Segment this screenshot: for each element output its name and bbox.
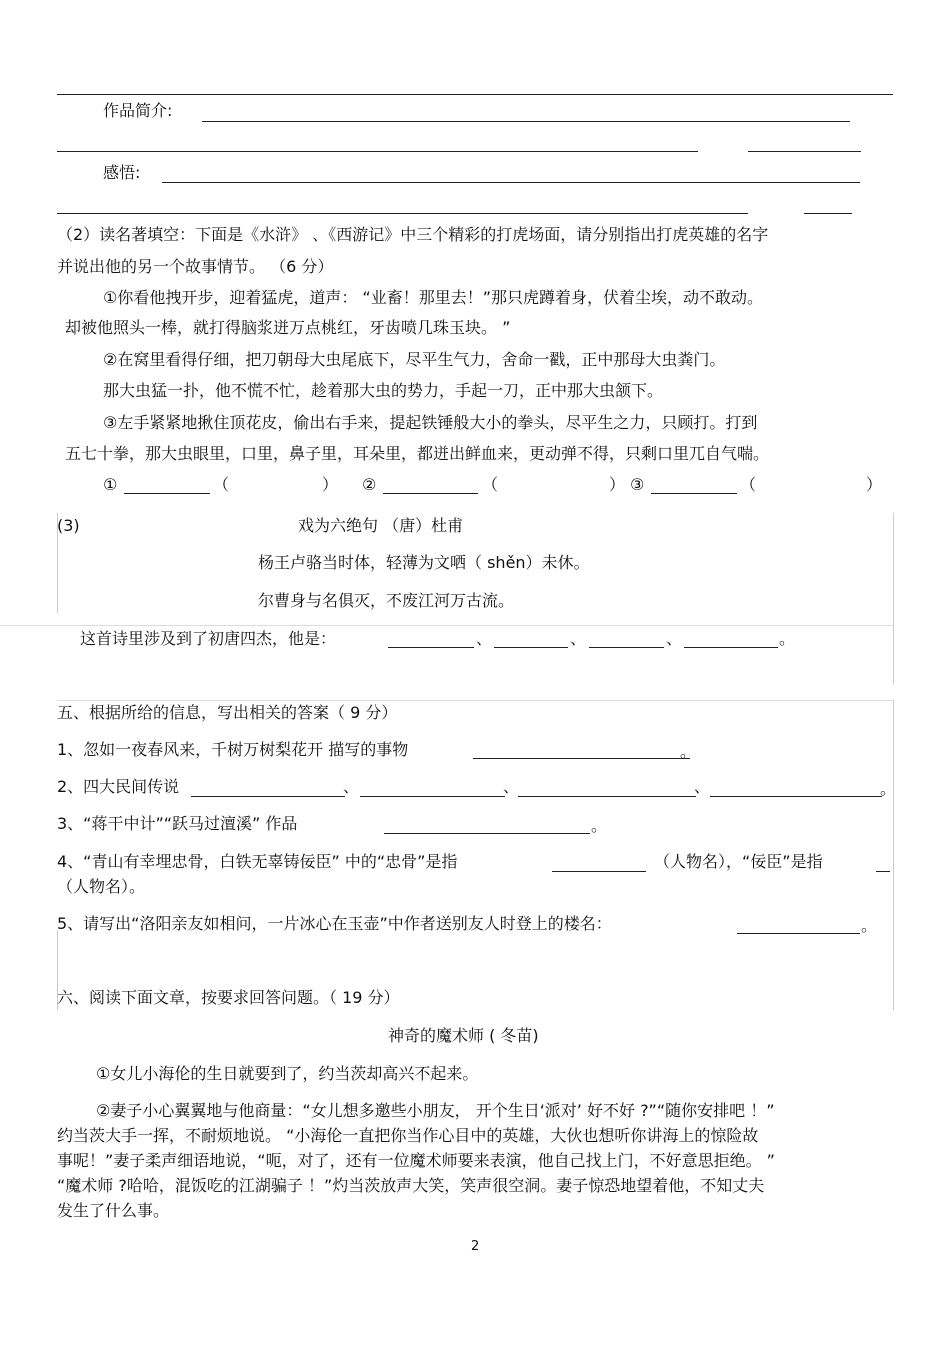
article-p2-line5: 发生了什么事。 (57, 1201, 170, 1220)
feeling-answer-line-2a[interactable] (57, 213, 748, 214)
q2-passage3-line2: 五七十拳，那大虫眼里，口里，鼻子里，耳朵里，都迸出鲜血来，更动弹不得，只剩口里兀自气喘。 (65, 444, 770, 463)
article-p2-line4: “魔术师 ?哈哈，混饭吃的江湖骗子 ！”灼当茨放声大笑，笑声很空洞。妻子惊恐地望着他，不知丈夫 (57, 1176, 765, 1195)
q3-end: 。 (779, 629, 796, 648)
s5-q2: 2、四大民间传说 (57, 777, 180, 796)
q2-passage1-line1: ①你看他拽开步，迎着猛虎，道声： “业畜！那里去！”那只虎蹲着身，伏着尘埃，动不敢动。 (103, 288, 764, 307)
s5-q1-blank[interactable] (473, 758, 690, 759)
q2-answer1-blank[interactable] (124, 493, 210, 494)
q3-sep2: 、 (570, 629, 587, 648)
feeling-label: 感悟: (103, 163, 141, 182)
q2-answer3-paren-close: ） (866, 475, 883, 494)
article-p2-line2: 约当茨大手一挥，不耐烦地说。 “小海伦一直把你当作心目中的英雄，大伙也想听你讲海上的惊险故 (57, 1126, 759, 1145)
intro-label: 作品简介: (103, 101, 173, 120)
poem-line2: 尔曹身与名俱灭，不废江河万古流。 (258, 591, 515, 610)
article-p2-line1: ②妻子小心翼翼地与他商量：“女儿想多邀些小朋友， 开个生日‘派对’ 好不好 ?”“随你安排吧 ！” (96, 1101, 775, 1120)
q3-question: 这首诗里涉及到了初唐四杰，他是： (80, 629, 337, 648)
s5-q5-blank[interactable] (737, 933, 860, 934)
feeling-answer-line-2b[interactable] (804, 213, 852, 214)
q2-answer1-paren-close: ） (322, 475, 339, 494)
q2-passage3-line1: ③左手紧紧地揪住顶花皮，偷出右手来，提起铁锤般大小的拳头，尽平生之力，只顾打。打到 (103, 413, 758, 432)
poem-box-right (893, 513, 894, 685)
q2-answer1-num: ① (103, 475, 118, 494)
q3-blank2[interactable] (494, 647, 568, 648)
s5-q5: 5、请写出“洛阳亲友如相问，一片冰心在玉壶”中作者送别友人时登上的楼名： (57, 914, 612, 933)
poem-title: 戏为六绝句 （唐）杜甫 (298, 516, 464, 535)
s5-q3-blank[interactable] (384, 833, 590, 834)
s5-q2-sep1: 、 (343, 777, 360, 796)
s5-q4-part1: 4、“青山有幸埋忠骨，白铁无辜铸佞臣” 中的“忠骨”是指 (57, 852, 458, 871)
q2-answer1-paren-open: （ (213, 475, 230, 494)
top-rule (57, 94, 893, 95)
s5-q2-sep3: 、 (694, 777, 711, 796)
s5-q3-end: 。 (591, 816, 608, 835)
s5-q3: 3、“蒋干中计”“跃马过澶溪” 作品 (57, 814, 298, 833)
q3-sep3: 、 (666, 629, 683, 648)
s5-q1-end: 。 (680, 742, 697, 761)
intro-answer-line-2a[interactable] (57, 151, 698, 152)
q2-passage2-line1: ②在窝里看得仔细，把刀朝母大虫尾底下，尽平生气力，舍命一戳，正中那母大虫粪门。 (103, 350, 726, 369)
article-p1: ①女儿小海伦的生日就要到了，约当茨却高兴不起来。 (96, 1064, 479, 1083)
q3-blank4[interactable] (684, 647, 778, 648)
poem-box-divider (0, 625, 893, 626)
q2-answer3-paren-open: （ (740, 475, 757, 494)
q2-answer2-blank[interactable] (383, 493, 478, 494)
s5-q2-blank1[interactable] (191, 796, 345, 797)
s5-q4-blank2[interactable] (876, 871, 890, 872)
s5-q5-end: 。 (861, 916, 878, 935)
q2-passage1-line2: 却被他照头一棒，就打得脑浆迸万点桃红，牙齿喷几珠玉块。 ” (65, 318, 511, 337)
section6-heading: 六、阅读下面文章，按要求回答问题。（ 19 分） (57, 988, 400, 1007)
s5-q4-part2: （人物名），“佞臣”是指 (654, 852, 823, 871)
s5-q4-line2: （人物名）。 (57, 877, 146, 896)
q3-blank3[interactable] (589, 647, 664, 648)
q2-passage2-line2: 那大虫猛一扑，他不慌不忙，趁着那大虫的势力，手起一刀，正中那大虫颔下。 (103, 381, 664, 400)
q3-sep1: 、 (476, 629, 493, 648)
article-p2-line3: 事呢！”妻子柔声细语地说，“呃，对了，还有一位魔术师要来表演，他自己找上门，不好意思拒绝。 ” (57, 1151, 775, 1170)
section5-heading: 五、根据所给的信息，写出相关的答案（ 9 分） (57, 703, 398, 722)
s5-q4-blank1[interactable] (552, 871, 646, 872)
s5-q2-sep2: 、 (503, 777, 520, 796)
q2-prompt-line2: 并说出他的另一个故事情节。 （6 分） (57, 257, 334, 276)
s5-box-right (893, 700, 894, 1010)
q2-prompt-line1: （2）读名著填空：下面是《水浒》 、《西游记》中三个精彩的打虎场面，请分别指出打虎英雄的名字 (57, 225, 769, 244)
q3-blank1[interactable] (388, 647, 474, 648)
poem-line1: 杨王卢骆当时体，轻薄为文哂（ shěn）未休。 (258, 553, 590, 572)
q2-answer3-blank[interactable] (651, 493, 737, 494)
feeling-answer-line[interactable] (162, 182, 860, 183)
s5-box-top (57, 700, 893, 701)
q2-answer2-paren-open: （ (482, 475, 499, 494)
q2-answer3-num: ③ (630, 475, 645, 494)
article-title: 神奇的魔术师 ( 冬苗) (388, 1026, 539, 1045)
s5-q2-blank4[interactable] (710, 796, 882, 797)
s5-q2-blank3[interactable] (518, 796, 696, 797)
s5-q1: 1、忽如一夜春风来，千树万树梨花开 描写的事物 (57, 740, 409, 759)
intro-answer-line-2b[interactable] (748, 151, 861, 152)
intro-answer-line[interactable] (202, 121, 850, 122)
s5-q2-blank2[interactable] (360, 796, 505, 797)
page-number: 2 (471, 1239, 480, 1254)
q3-number: (3) (57, 516, 80, 535)
s5-q2-end: 。 (880, 779, 897, 798)
q2-answer2-num: ② (362, 475, 377, 494)
q2-answer2-paren-close: ） (609, 475, 626, 494)
